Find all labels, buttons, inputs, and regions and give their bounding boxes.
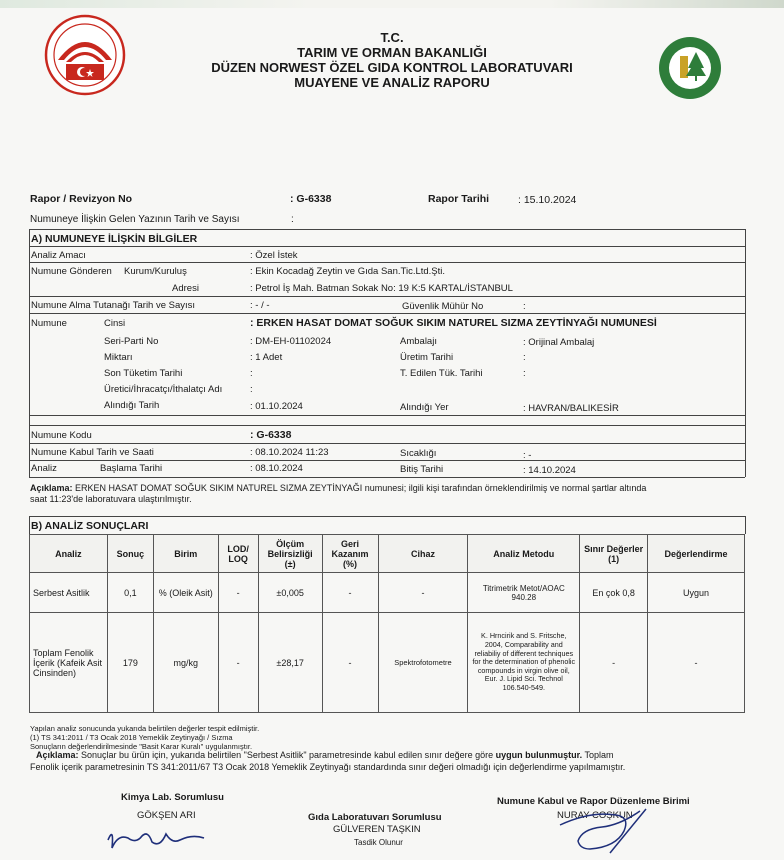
section-a-right-border (745, 229, 746, 477)
sicaklik-value: : - (523, 450, 532, 461)
muhur-label: Güvenlik Mühür No (402, 301, 484, 312)
cell-olcum-belirsizligi: ±0,005 (258, 573, 322, 613)
results-header-row (30, 535, 745, 573)
col-header-lod-loq: LOD/ LOQ (218, 535, 258, 573)
analiz-amaci-label: Analiz Amacı (31, 250, 86, 261)
sig1-title: Kimya Lab. Sorumlusu (121, 792, 224, 803)
col-header-sonuc: Sonuç (107, 535, 153, 573)
uretici-value: : (250, 384, 253, 395)
section-a-bottom-border (29, 477, 745, 478)
ack-text-1: Sonuçlar bu ürün için, yukarıda belirtilen "Serbest Asitlik" parametresinde kabul edilen sınır değere göre (78, 750, 496, 760)
alindigi-yer-label: Alındığı Yer (400, 402, 449, 413)
report-no-value: : G-6338 (290, 193, 332, 205)
ambalaj-value: : Orijinal Ambalaj (523, 337, 595, 348)
col-header-degerlendirme: Değerlendirme (648, 535, 745, 573)
alindigi-tarih-value: : 01.10.2024 (250, 401, 303, 412)
ack-bold: uygun bulunmuştur. (495, 750, 583, 760)
row-divider (29, 415, 745, 416)
letter-label: Numuneye İlişkin Gelen Yazının Tarih ve Sayısı (30, 214, 240, 225)
cell-degerlendirme: - (648, 613, 745, 713)
signature-1 (100, 818, 220, 854)
adres-value: : Petrol İş Mah. Batman Sokak No: 19 K:5 KARTAL/İSTANBUL (250, 283, 513, 294)
cell-analiz: Toplam Fenolik İçerik (Kafeik Asit Cinsinden) (30, 613, 108, 713)
tedilen-label: T. Edilen Tük. Tarihi (400, 368, 483, 379)
row-divider (29, 296, 745, 297)
seri-label: Seri-Parti No (104, 336, 159, 347)
sig3-title: Numune Kabul ve Rapor Düzenleme Birimi (497, 796, 690, 807)
tutanak-value: : - / - (250, 300, 270, 311)
baslama-value: : 08.10.2024 (250, 463, 303, 474)
results-table (29, 534, 745, 713)
ack-text-1b: Toplam (582, 750, 614, 760)
analiz-amaci-value: : Özel İstek (250, 250, 298, 261)
gonderen-label: Numune Gönderen (31, 266, 112, 277)
signature-3 (520, 805, 670, 855)
sonkt-label: Son Tüketim Tarihi (104, 368, 183, 379)
section-a-left-border (29, 229, 30, 477)
sig1-name: GÖKŞEN ARI (137, 810, 196, 821)
cell-geri-kazanim: - (322, 613, 378, 713)
table-row (30, 573, 745, 613)
cell-sonuc: 179 (107, 613, 153, 713)
adres-label: Adresi (172, 283, 199, 294)
cell-analiz: Serbest Asitlik (30, 573, 108, 613)
cell-cihaz: Spektrofotometre (378, 613, 468, 713)
col-header-olcum-belirsizligi: Ölçüm Belirsizliği (±) (258, 535, 322, 573)
row-divider (29, 443, 745, 444)
header-line-2: TARIM VE ORMAN BAKANLIĞI (297, 45, 487, 60)
report-date-value: : 15.10.2024 (518, 194, 577, 206)
header-line-3: DÜZEN NORWEST ÖZEL GIDA KONTROL LABORATUVARI (211, 60, 573, 75)
bitis-value: : 14.10.2024 (523, 465, 576, 476)
sig2-name: GÜLVEREN TAŞKIN (333, 824, 421, 835)
numune-label: Numune (31, 318, 67, 329)
kod-value: : G-6338 (250, 429, 292, 441)
cinsi-value: : ERKEN HASAT DOMAT SOĞUK SIKIM NATUREL SIZMA ZEYTİNYAĞI NUMUNESİ (250, 317, 657, 329)
top-strip (0, 0, 784, 8)
ack-label: Açıklama: (36, 750, 79, 760)
cell-sinir-degerler: En çok 0,8 (580, 573, 648, 613)
cell-degerlendirme: Uygun (648, 573, 745, 613)
section-b-title: B) ANALİZ SONUÇLARI (31, 520, 149, 532)
alindigi-tarih-label: Alındığı Tarih (104, 400, 160, 411)
cinsi-label: Cinsi (104, 318, 126, 329)
miktar-value: : 1 Adet (250, 352, 283, 363)
kabul-label: Numune Kabul Tarih ve Saati (31, 447, 154, 458)
kurum-label: Kurum/Kuruluş (124, 266, 187, 277)
report-date-label: Rapor Tarihi (428, 193, 490, 205)
report-header (0, 30, 784, 90)
note-3: Sonuçların değerlendirilmesinde "Basit Karar Kuralı" uygulanmıştır. (30, 742, 253, 751)
row-divider (29, 246, 745, 247)
letter-value: : (291, 214, 294, 225)
sig2-title: Gıda Laboratuvarı Sorumlusu (308, 812, 442, 823)
row-divider (29, 262, 745, 263)
cell-analiz-metodu: Titrimetrik Metot/AOAC 940.28 (468, 573, 580, 613)
section-a-title: A) NUMUNEYE İLİŞKİN BİLGİLER (31, 233, 198, 245)
section-a-top-border (29, 229, 745, 230)
col-header-cihaz: Cihaz (378, 535, 468, 573)
sig3-name: NURAY COŞKUN (557, 810, 633, 821)
baslama-label: Başlama Tarihi (100, 463, 163, 474)
cell-sinir-degerler: - (580, 613, 648, 713)
ambalaj-label: Ambalajı (400, 336, 437, 347)
row-divider (29, 313, 745, 314)
cell-olcum-belirsizligi: ±28,17 (258, 613, 322, 713)
cell-analiz-metodu: K. Hrncirik and S. Fritsche, 2004, Comparability and reliabiliy of different techniques for the determination of phenolic compounds in virgin olive oil, Eur. J. Lipid Sci. Technol 106.540-549. (468, 613, 580, 713)
kabul-value: : 08.10.2024 11:23 (250, 447, 329, 458)
sonkt-value: : (250, 368, 253, 379)
col-header-analiz: Analiz (30, 535, 108, 573)
kurum-value: : Ekin Kocadağ Zeytin ve Gıda San.Tic.Ltd.Şti. (250, 266, 446, 277)
ack-text-2: Fenolik içerik parametresinin TS 341:2011/67 T3 Ocak 2018 Yemeklik Zeytinyağı standardında sınır değeri olmadığı için değerlendirme yapılmamıştır. (30, 762, 626, 772)
cell-lod-loq: - (218, 573, 258, 613)
tutanak-label: Numune Alma Tutanağı Tarih ve Sayısı (31, 300, 196, 311)
tedilen-value: : (523, 368, 526, 379)
miktar-label: Miktarı (104, 352, 133, 363)
seri-value: : DM-EH-01102024 (250, 336, 332, 347)
kod-label: Numune Kodu (31, 430, 92, 441)
muhur-value: : (523, 301, 526, 312)
alindigi-yer-value: : HAVRAN/BALIKESİR (523, 403, 619, 414)
uretim-value: : (523, 352, 526, 363)
section-b-top-border (29, 516, 745, 517)
table-row (30, 613, 745, 713)
analiz-label: Analiz (31, 463, 57, 474)
aciklama-line-1 (30, 483, 646, 493)
cell-birim: % (Oleik Asit) (153, 573, 218, 613)
section-b-left-border (29, 516, 30, 534)
ack-line-1 (36, 750, 614, 760)
col-header-geri-kazanim: Geri Kazanım (%) (322, 535, 378, 573)
note-1: Yapılan analiz sonucunda yukarıda belirtilen değerler tespit edilmiştir. (30, 724, 260, 733)
report-no-label: Rapor / Revizyon No (30, 193, 133, 205)
aciklama-label: Açıklama: (30, 483, 73, 493)
cell-sonuc: 0,1 (107, 573, 153, 613)
header-line-4: MUAYENE VE ANALİZ RAPORU (294, 75, 490, 90)
cell-geri-kazanim: - (322, 573, 378, 613)
cell-cihaz: - (378, 573, 468, 613)
uretim-label: Üretim Tarihi (400, 352, 454, 363)
sicaklik-label: Sıcaklığı (400, 448, 437, 459)
row-divider (29, 460, 745, 461)
col-header-analiz-metodu: Analiz Metodu (468, 535, 580, 573)
cell-lod-loq: - (218, 613, 258, 713)
note-2: (1) TS 341:2011 / T3 Ocak 2018 Yemeklik Zeytinyağı / Sızma (30, 733, 233, 742)
bitis-label: Bitiş Tarihi (400, 464, 444, 475)
col-header-birim: Birim (153, 535, 218, 573)
row-divider (29, 425, 745, 426)
col-header-sinir-degerler: Sınır Değerler (1) (580, 535, 648, 573)
cell-birim: mg/kg (153, 613, 218, 713)
sig2-sub: Tasdik Olunur (354, 838, 403, 847)
section-b-right-border (745, 516, 746, 534)
aciklama-text-1: ERKEN HASAT DOMAT SOĞUK SIKIM NATUREL SIZMA ZEYTİNYAĞI numunesi; ilgili kişi tarafından örneklendirilmiş ve normal şartlar altında (72, 483, 647, 493)
header-line-1: T.C. (380, 30, 404, 45)
aciklama-text-2: saat 11:23'de laboratuvara ulaştırılmıştır. (30, 494, 192, 504)
uretici-label: Üretici/İhracatçı/İthalatçı Adı (104, 384, 223, 395)
